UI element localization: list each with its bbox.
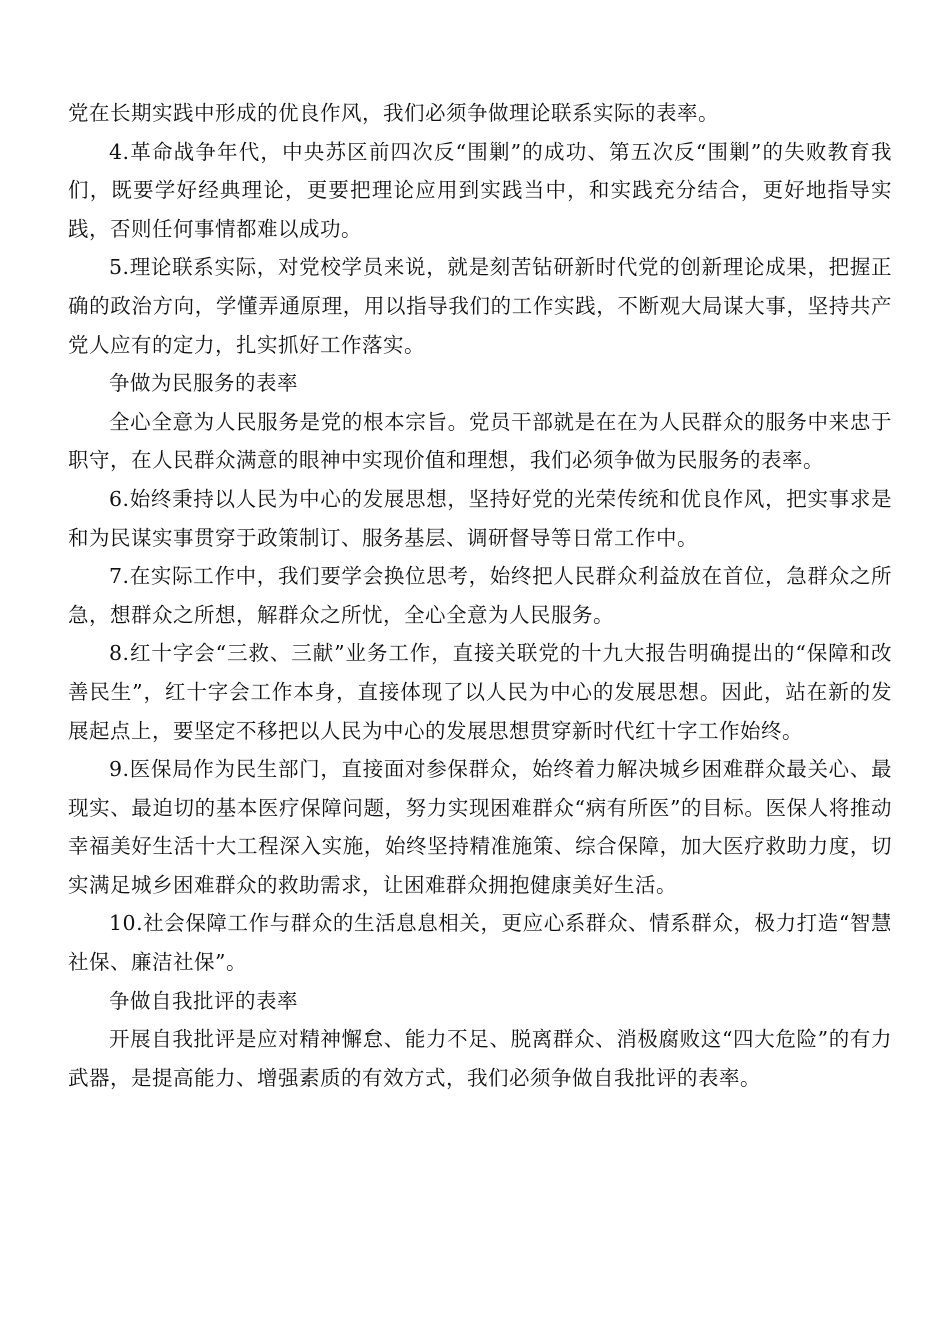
paragraph-item-10: 10.社会保障工作与群众的生活息息相关，更应心系群众、情系群众，极力打造“智慧社保、廉洁社保”。 [68, 911, 892, 975]
paragraph-self-criticism-intro: 开展自我批评是应对精神懈怠、能力不足、脱离群众、消极腐败这“四大危险”的有力武器，是提高能力、增强素质的有效方式，我们必须争做自我批评的表率。 [68, 1027, 892, 1090]
document-body [68, 94, 892, 1097]
paragraph-item-4: 4.革命战争年代，中央苏区前四次反“围剿”的成功、第五次反“围剿”的失败教育我们，既要学好经典理论，更要把理论应用到实践当中，和实践充分结合，更好地指导实践，否则任何事情都难以成功。 [68, 139, 892, 241]
section-heading-self-criticism: 争做自我批评的表率 [109, 988, 298, 1013]
paragraph-item-5: 5.理论联系实际，对党校学员来说，就是刻苦钻研新时代党的创新理论成果，把握正确的政治方向，学懂弄通原理，用以指导我们的工作实践，不断观大局谋大事，坚持共产党人应有的定力，扎实抓好工作落实。 [68, 255, 892, 357]
paragraph-serve-people-intro: 全心全意为人民服务是党的根本宗旨。党员干部就是在在为人民群众的服务中来忠于职守，在人民群众满意的眼神中实现价值和理想，我们必须争做为民服务的表率。 [68, 409, 892, 473]
paragraph-item-7: 7.在实际工作中，我们要学会换位思考，始终把人民群众利益放在首位，急群众之所急，想群众之所想，解群众之所忧，全心全意为人民服务。 [68, 564, 892, 627]
paragraph-item-6: 6.始终秉持以人民为中心的发展思想，坚持好党的光荣传统和优良作风，把实事求是和为民谋实事贯穿于政策制订、服务基层、调研督导等日常工作中。 [68, 486, 892, 550]
paragraph-continuation: 党在长期实践中形成的优良作风，我们必须争做理论联系实际的表率。 [68, 101, 719, 125]
paragraph-item-9: 9.医保局作为民生部门，直接面对参保群众，始终着力解决城乡困难群众最关心、最现实、最迫切的基本医疗保障问题，努力实现困难群众“病有所医”的目标。医保人将推动幸福美好生活十大工程深入实施，始终坚持精准施策、综合保障，加大医疗救助力度，切实满足城乡困难群众的救助需求，让困难群众拥抱健康美好生活。 [68, 757, 892, 897]
section-heading-serve-people: 争做为民服务的表率 [109, 371, 298, 396]
paragraph-item-8: 8.红十字会“三救、三献”业务工作，直接关联党的十九大报告明确提出的“保障和改善民生”，红十字会工作本身，直接体现了以人民为中心的发展思想。因此，站在新的发展起点上，要坚定不移把以人民为中心的发展思想贯穿新时代红十字工作始终。 [68, 641, 892, 743]
